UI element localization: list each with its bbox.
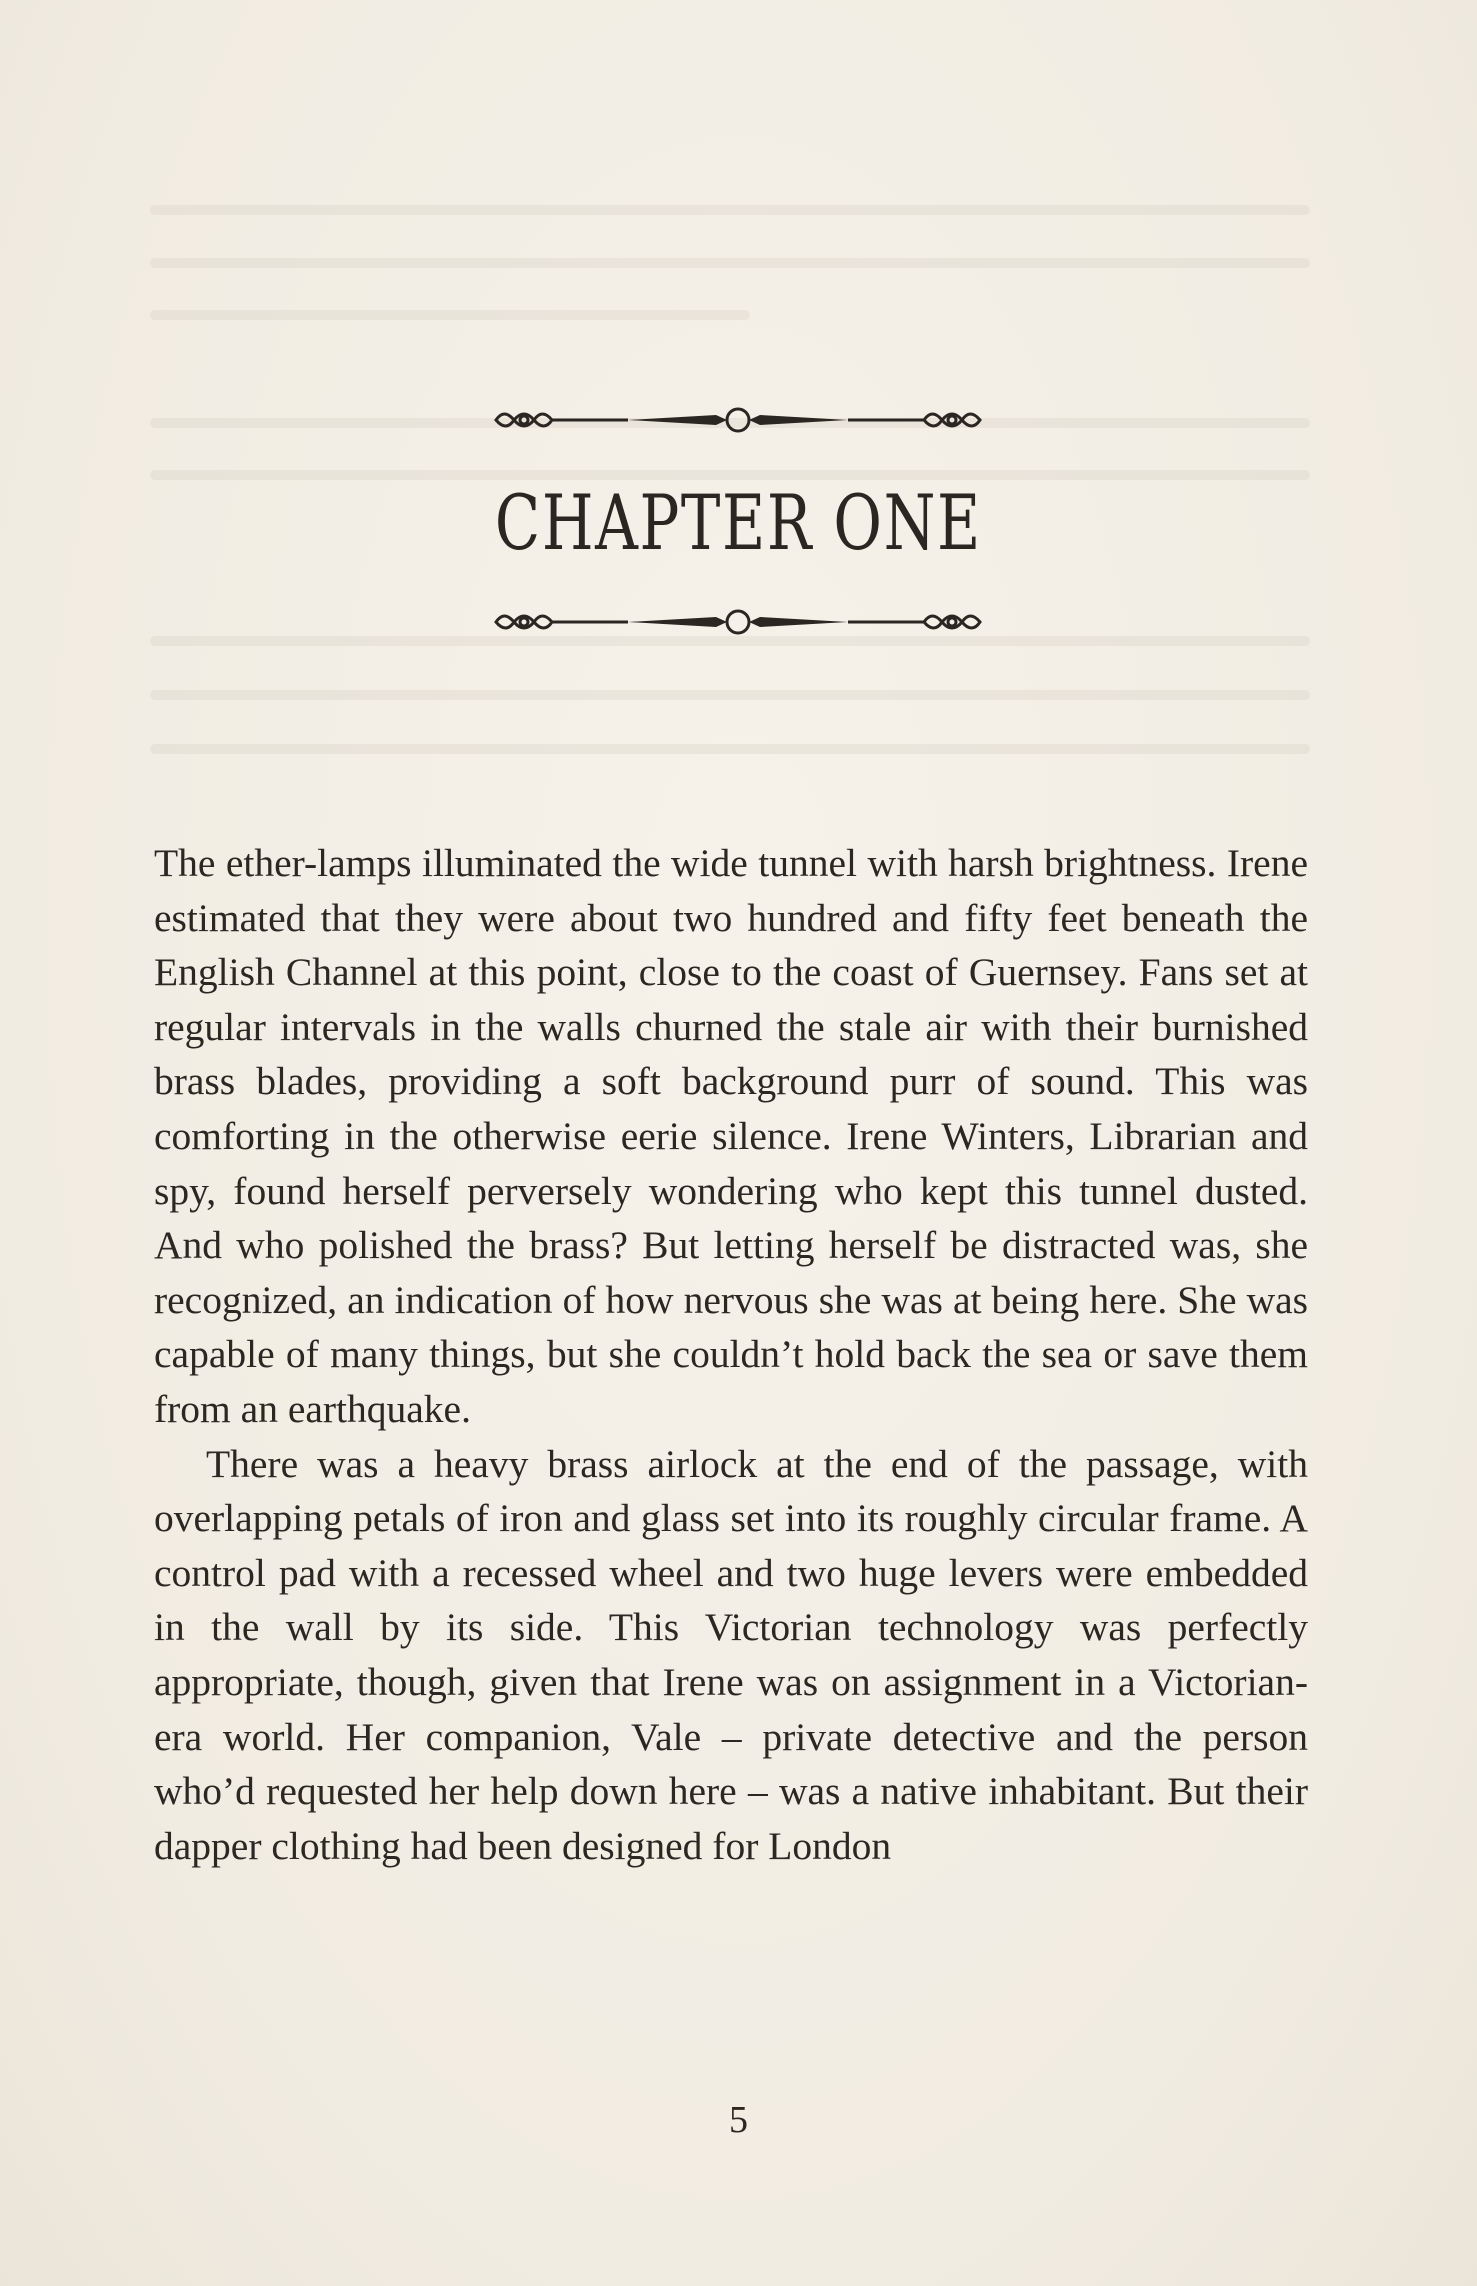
chapter-body bbox=[154, 836, 1308, 1873]
chapter-title: CHAPTER ONE bbox=[494, 478, 982, 567]
bleed-through-line bbox=[150, 744, 1310, 754]
chapter-ornament-bottom bbox=[488, 602, 988, 642]
bleed-through-line bbox=[150, 310, 750, 320]
bleed-through-line bbox=[150, 258, 1310, 268]
bleed-through-line bbox=[150, 205, 1310, 215]
paragraph: There was a heavy brass airlock at the end of the passage, with overlapping petals of iron and glass set into its roughly circular frame. A control pad with a recessed wheel and two huge levers were embedded in the wall by its side. This Victorian technology was perfectly appropriate, though, given that Irene was on assignment in a Victorian-era world. Her companion, Vale – private detective and the person who’d requested her help down here – was a native inhabitant. But their dapper clothing had been designed for London bbox=[154, 1441, 1308, 1868]
bleed-through-line bbox=[150, 690, 1310, 700]
paragraph: The ether-lamps illuminated the wide tunnel with harsh brightness. Irene estimated that they were about two hundred and fifty feet beneath the English Channel at this point, close to the coast of Guernsey. Fans set at regular intervals in the walls churned the stale air with their burnished brass blades, providing a soft background purr of sound. This was comforting in the otherwise eerie silence. Irene Winters, Librarian and spy, found herself perversely wondering who kept this tunnel dusted. And who polished the brass? But letting herself be distracted was, she recognized, an indication of how nervous she was at being here. She was capable of many things, but she couldn’t hold back the sea or save them from an earthquake. bbox=[154, 841, 1308, 1431]
chapter-ornament-top bbox=[488, 400, 988, 440]
page-number: 5 bbox=[729, 2099, 748, 2141]
